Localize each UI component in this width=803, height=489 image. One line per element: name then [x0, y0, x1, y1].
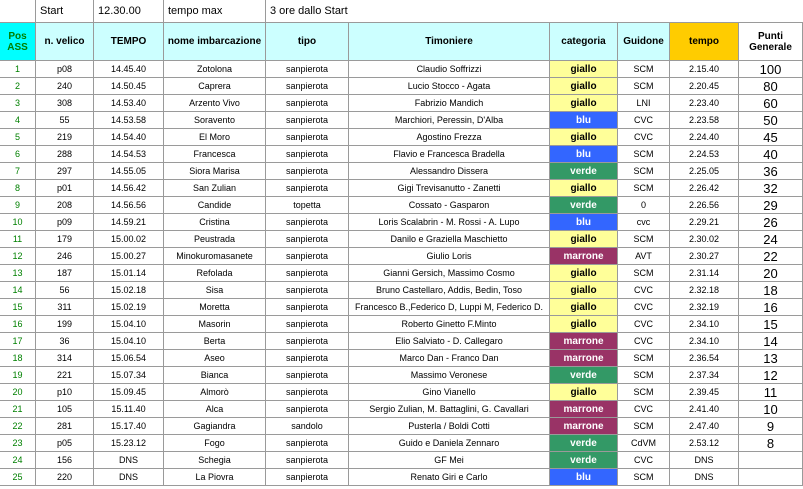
pos-cell[interactable]: 11	[0, 231, 36, 248]
boat-type-cell[interactable]: sanpierota	[266, 95, 349, 112]
club-cell[interactable]: CVC	[618, 299, 670, 316]
boat-type-cell[interactable]: sanpierota	[266, 61, 349, 78]
finish-time-cell[interactable]: 14.53.40	[94, 95, 164, 112]
boat-type-cell[interactable]: sandolo	[266, 418, 349, 435]
table-row	[0, 350, 803, 367]
elapsed-time-cell[interactable]: 2.26.56	[670, 197, 739, 214]
helmsman-cell[interactable]: Gianni Gersich, Massimo Cosmo	[349, 265, 550, 282]
start-info-row	[0, 0, 803, 23]
finish-time-cell[interactable]: 14.45.40	[94, 61, 164, 78]
category-cell[interactable]: giallo	[550, 129, 618, 146]
pos-cell[interactable]: 24	[0, 452, 36, 469]
helmsman-cell[interactable]: Pusterla / Boldi Cotti	[349, 418, 550, 435]
header-helmsman[interactable]: Timoniere	[349, 23, 550, 61]
club-cell[interactable]: cvc	[618, 214, 670, 231]
boat-type-cell[interactable]: sanpierota	[266, 333, 349, 350]
pos-cell[interactable]: 23	[0, 435, 36, 452]
boat-name-cell[interactable]: Sisa	[164, 282, 266, 299]
finish-time-cell[interactable]: 14.56.56	[94, 197, 164, 214]
boat-type-cell[interactable]: sanpierota	[266, 214, 349, 231]
elapsed-time-cell[interactable]: 2.32.18	[670, 282, 739, 299]
sail-number-cell[interactable]: 311	[36, 299, 94, 316]
pos-cell[interactable]: 5	[0, 129, 36, 146]
helmsman-cell[interactable]: Giulio Loris	[349, 248, 550, 265]
club-cell[interactable]: SCM	[618, 163, 670, 180]
finish-time-cell[interactable]: 15.01.14	[94, 265, 164, 282]
boat-type-cell[interactable]: sanpierota	[266, 112, 349, 129]
points-cell[interactable]	[739, 469, 803, 486]
points-cell[interactable]: 45	[739, 129, 803, 146]
points-cell[interactable]: 9	[739, 418, 803, 435]
table-row	[0, 401, 803, 418]
elapsed-time-cell[interactable]: 2.24.40	[670, 129, 739, 146]
helmsman-cell[interactable]: Roberto Ginetto F.Minto	[349, 316, 550, 333]
sail-number-cell[interactable]: 36	[36, 333, 94, 350]
elapsed-time-cell[interactable]: 2.34.10	[670, 333, 739, 350]
club-cell[interactable]: SCM	[618, 231, 670, 248]
boat-type-cell[interactable]: sanpierota	[266, 265, 349, 282]
sail-number-cell[interactable]: 308	[36, 95, 94, 112]
table-row	[0, 282, 803, 299]
points-cell[interactable]: 40	[739, 146, 803, 163]
pos-cell[interactable]: 21	[0, 401, 36, 418]
category-cell[interactable]: giallo	[550, 316, 618, 333]
helmsman-cell[interactable]: Elio Salviato - D. Callegaro	[349, 333, 550, 350]
sail-number-cell[interactable]: 288	[36, 146, 94, 163]
pos-cell[interactable]: 4	[0, 112, 36, 129]
header-elapsed-time[interactable]: tempo	[670, 23, 739, 61]
category-cell[interactable]: giallo	[550, 61, 618, 78]
elapsed-time-cell[interactable]: 2.30.27	[670, 248, 739, 265]
club-cell[interactable]: CVC	[618, 333, 670, 350]
elapsed-time-cell[interactable]: 2.36.54	[670, 350, 739, 367]
boat-name-cell[interactable]: Francesca	[164, 146, 266, 163]
elapsed-time-cell[interactable]: 2.23.40	[670, 95, 739, 112]
finish-time-cell[interactable]: 14.56.42	[94, 180, 164, 197]
boat-name-cell[interactable]: Minokuromasanete	[164, 248, 266, 265]
boat-type-cell[interactable]: sanpierota	[266, 248, 349, 265]
pos-cell[interactable]: 6	[0, 146, 36, 163]
sail-number-cell[interactable]: 297	[36, 163, 94, 180]
pos-cell[interactable]: 18	[0, 350, 36, 367]
boat-type-cell[interactable]: sanpierota	[266, 367, 349, 384]
pos-cell[interactable]: 25	[0, 469, 36, 486]
header-boat-type[interactable]: tipo	[266, 23, 349, 61]
boat-name-cell[interactable]: Candide	[164, 197, 266, 214]
sail-number-cell[interactable]: 187	[36, 265, 94, 282]
finish-time-cell[interactable]: 14.54.53	[94, 146, 164, 163]
header-boat-name[interactable]: nome imbarcazione	[164, 23, 266, 61]
boat-type-cell[interactable]: sanpierota	[266, 163, 349, 180]
table-row	[0, 316, 803, 333]
points-cell[interactable]: 14	[739, 333, 803, 350]
boat-type-cell[interactable]: sanpierota	[266, 401, 349, 418]
elapsed-time-cell[interactable]: 2.32.19	[670, 299, 739, 316]
finish-time-cell[interactable]: 15.04.10	[94, 333, 164, 350]
category-cell[interactable]: verde	[550, 197, 618, 214]
boat-name-cell[interactable]: Masorin	[164, 316, 266, 333]
boat-name-cell[interactable]: Cristina	[164, 214, 266, 231]
elapsed-time-cell[interactable]: 2.20.45	[670, 78, 739, 95]
category-cell[interactable]: giallo	[550, 282, 618, 299]
pos-cell[interactable]: 22	[0, 418, 36, 435]
helmsman-cell[interactable]: Loris Scalabrin - M. Rossi - A. Lupo	[349, 214, 550, 231]
pos-cell[interactable]: 16	[0, 316, 36, 333]
pos-cell[interactable]: 14	[0, 282, 36, 299]
sail-number-cell[interactable]: 219	[36, 129, 94, 146]
elapsed-time-cell[interactable]: 2.41.40	[670, 401, 739, 418]
elapsed-time-cell[interactable]: 2.53.12	[670, 435, 739, 452]
boat-name-cell[interactable]: Alca	[164, 401, 266, 418]
points-cell[interactable]: 13	[739, 350, 803, 367]
points-cell[interactable]: 12	[739, 367, 803, 384]
finish-time-cell[interactable]: 15.00.27	[94, 248, 164, 265]
category-cell[interactable]: giallo	[550, 231, 618, 248]
table-row	[0, 299, 803, 316]
category-cell[interactable]: blu	[550, 112, 618, 129]
finish-time-cell[interactable]: 15.23.12	[94, 435, 164, 452]
helmsman-cell[interactable]: Cossato - Gasparon	[349, 197, 550, 214]
points-cell[interactable]: 26	[739, 214, 803, 231]
helmsman-cell[interactable]: Gigi Trevisanutto - Zanetti	[349, 180, 550, 197]
finish-time-cell[interactable]: 14.59.21	[94, 214, 164, 231]
sail-number-cell[interactable]: p01	[36, 180, 94, 197]
elapsed-time-cell[interactable]: DNS	[670, 469, 739, 486]
helmsman-cell[interactable]: Guido e Daniela Zennaro	[349, 435, 550, 452]
boat-type-cell[interactable]: sanpierota	[266, 452, 349, 469]
points-cell[interactable]: 29	[739, 197, 803, 214]
finish-time-cell[interactable]: 15.17.40	[94, 418, 164, 435]
points-cell[interactable]: 80	[739, 78, 803, 95]
points-cell[interactable]: 36	[739, 163, 803, 180]
elapsed-time-cell[interactable]: 2.34.10	[670, 316, 739, 333]
club-cell[interactable]: SCM	[618, 61, 670, 78]
category-cell[interactable]: marrone	[550, 350, 618, 367]
header-points[interactable]: Punti Generale	[739, 23, 803, 61]
points-cell[interactable]: 16	[739, 299, 803, 316]
elapsed-time-cell[interactable]: 2.31.14	[670, 265, 739, 282]
blank-cell[interactable]	[550, 0, 803, 23]
boat-name-cell[interactable]: Schegia	[164, 452, 266, 469]
boat-name-cell[interactable]: El Moro	[164, 129, 266, 146]
points-cell[interactable]: 60	[739, 95, 803, 112]
points-cell[interactable]: 22	[739, 248, 803, 265]
header-pos[interactable]: Pos ASS	[0, 23, 36, 61]
table-row	[0, 248, 803, 265]
boat-name-cell[interactable]: Soravento	[164, 112, 266, 129]
sail-number-cell[interactable]: 281	[36, 418, 94, 435]
points-cell[interactable]: 15	[739, 316, 803, 333]
points-cell[interactable]: 24	[739, 231, 803, 248]
elapsed-time-cell[interactable]: 2.24.53	[670, 146, 739, 163]
club-cell[interactable]: CVC	[618, 282, 670, 299]
club-cell[interactable]: CVC	[618, 401, 670, 418]
finish-time-cell[interactable]: 15.00.02	[94, 231, 164, 248]
pos-cell[interactable]: 10	[0, 214, 36, 231]
elapsed-time-cell[interactable]: 2.37.34	[670, 367, 739, 384]
finish-time-cell[interactable]: 15.04.10	[94, 316, 164, 333]
finish-time-cell[interactable]: 14.55.05	[94, 163, 164, 180]
boat-type-cell[interactable]: sanpierota	[266, 146, 349, 163]
club-cell[interactable]: SCM	[618, 78, 670, 95]
elapsed-time-cell[interactable]: 2.25.05	[670, 163, 739, 180]
header-sail-number[interactable]: n. velico	[36, 23, 94, 61]
table-row	[0, 469, 803, 486]
elapsed-time-cell[interactable]: 2.26.42	[670, 180, 739, 197]
pos-cell[interactable]: 1	[0, 61, 36, 78]
sail-number-cell[interactable]: p08	[36, 61, 94, 78]
finish-time-cell[interactable]: 15.09.45	[94, 384, 164, 401]
finish-time-cell[interactable]: 14.50.45	[94, 78, 164, 95]
header-finish-time[interactable]: TEMPO	[94, 23, 164, 61]
elapsed-time-cell[interactable]: 2.23.58	[670, 112, 739, 129]
category-cell[interactable]: marrone	[550, 401, 618, 418]
helmsman-cell[interactable]: Flavio e Francesca Bradella	[349, 146, 550, 163]
helmsman-cell[interactable]: Danilo e Graziella Maschietto	[349, 231, 550, 248]
sail-number-cell[interactable]: 314	[36, 350, 94, 367]
category-cell[interactable]: giallo	[550, 384, 618, 401]
header-club[interactable]: Guidone	[618, 23, 670, 61]
pos-cell[interactable]: 7	[0, 163, 36, 180]
category-cell[interactable]: giallo	[550, 95, 618, 112]
table-row	[0, 384, 803, 401]
sail-number-cell[interactable]: p10	[36, 384, 94, 401]
boat-type-cell[interactable]: sanpierota	[266, 350, 349, 367]
elapsed-time-cell[interactable]: 2.47.40	[670, 418, 739, 435]
category-cell[interactable]: blu	[550, 214, 618, 231]
helmsman-cell[interactable]: Lucio Stocco - Agata	[349, 78, 550, 95]
points-cell[interactable]: 8	[739, 435, 803, 452]
category-cell[interactable]: giallo	[550, 299, 618, 316]
club-cell[interactable]: SCM	[618, 367, 670, 384]
table-row	[0, 95, 803, 112]
boat-name-cell[interactable]: Refolada	[164, 265, 266, 282]
boat-name-cell[interactable]: Caprera	[164, 78, 266, 95]
helmsman-cell[interactable]: Francesco B.,Federico D, Luppi M, Federico D.	[349, 299, 550, 316]
pos-cell[interactable]: 3	[0, 95, 36, 112]
helmsman-cell[interactable]: GF Mei	[349, 452, 550, 469]
category-cell[interactable]: verde	[550, 435, 618, 452]
club-cell[interactable]: AVT	[618, 248, 670, 265]
pos-cell[interactable]: 2	[0, 78, 36, 95]
boat-type-cell[interactable]: sanpierota	[266, 282, 349, 299]
points-cell[interactable]: 20	[739, 265, 803, 282]
category-cell[interactable]: verde	[550, 367, 618, 384]
table-row	[0, 265, 803, 282]
sail-number-cell[interactable]: 105	[36, 401, 94, 418]
table-row	[0, 61, 803, 78]
sail-number-cell[interactable]: 221	[36, 367, 94, 384]
category-cell[interactable]: verde	[550, 163, 618, 180]
boat-type-cell[interactable]: sanpierota	[266, 469, 349, 486]
sail-number-cell[interactable]: 156	[36, 452, 94, 469]
club-cell[interactable]: LNI	[618, 95, 670, 112]
sail-number-cell[interactable]: 199	[36, 316, 94, 333]
column-header-row	[0, 23, 803, 61]
category-cell[interactable]: blu	[550, 469, 618, 486]
table-row	[0, 435, 803, 452]
table-row	[0, 333, 803, 350]
helmsman-cell[interactable]: Renato Giri e Carlo	[349, 469, 550, 486]
pos-cell[interactable]: 15	[0, 299, 36, 316]
finish-time-cell[interactable]: DNS	[94, 452, 164, 469]
sail-number-cell[interactable]: 179	[36, 231, 94, 248]
boat-name-cell[interactable]: La Piovra	[164, 469, 266, 486]
club-cell[interactable]: SCM	[618, 180, 670, 197]
sail-number-cell[interactable]: 208	[36, 197, 94, 214]
helmsman-cell[interactable]: Agostino Frezza	[349, 129, 550, 146]
finish-time-cell[interactable]: 14.54.40	[94, 129, 164, 146]
helmsman-cell[interactable]: Alessandro Dissera	[349, 163, 550, 180]
pos-cell[interactable]: 9	[0, 197, 36, 214]
boat-name-cell[interactable]: Arzento Vivo	[164, 95, 266, 112]
elapsed-time-cell[interactable]: 2.30.02	[670, 231, 739, 248]
sail-number-cell[interactable]: 55	[36, 112, 94, 129]
boat-name-cell[interactable]: Siora Marisa	[164, 163, 266, 180]
category-cell[interactable]: giallo	[550, 78, 618, 95]
category-cell[interactable]: giallo	[550, 180, 618, 197]
points-cell[interactable]: 11	[739, 384, 803, 401]
helmsman-cell[interactable]: Marco Dan - Franco Dan	[349, 350, 550, 367]
club-cell[interactable]: SCM	[618, 146, 670, 163]
category-cell[interactable]: verde	[550, 452, 618, 469]
points-cell[interactable]: 18	[739, 282, 803, 299]
table-row	[0, 163, 803, 180]
points-cell[interactable]: 100	[739, 61, 803, 78]
sail-number-cell[interactable]: 240	[36, 78, 94, 95]
elapsed-time-cell[interactable]: DNS	[670, 452, 739, 469]
boat-name-cell[interactable]: Gagiandra	[164, 418, 266, 435]
elapsed-time-cell[interactable]: 2.29.21	[670, 214, 739, 231]
helmsman-cell[interactable]: Bruno Castellaro, Addis, Bedin, Toso	[349, 282, 550, 299]
boat-name-cell[interactable]: Berta	[164, 333, 266, 350]
boat-name-cell[interactable]: Bianca	[164, 367, 266, 384]
table-row	[0, 78, 803, 95]
points-cell[interactable]: 50	[739, 112, 803, 129]
helmsman-cell[interactable]: Marchiori, Peressin, D'Alba	[349, 112, 550, 129]
table-row	[0, 231, 803, 248]
boat-name-cell[interactable]: Aseo	[164, 350, 266, 367]
boat-name-cell[interactable]: San Zulian	[164, 180, 266, 197]
club-cell[interactable]: 0	[618, 197, 670, 214]
table-row	[0, 146, 803, 163]
category-cell[interactable]: blu	[550, 146, 618, 163]
table-row	[0, 197, 803, 214]
boat-type-cell[interactable]: topetta	[266, 197, 349, 214]
table-row	[0, 129, 803, 146]
finish-time-cell[interactable]: 14.53.58	[94, 112, 164, 129]
pos-cell[interactable]: 19	[0, 367, 36, 384]
finish-time-cell[interactable]: 15.07.34	[94, 367, 164, 384]
sail-number-cell[interactable]: 220	[36, 469, 94, 486]
elapsed-time-cell[interactable]: 2.39.45	[670, 384, 739, 401]
finish-time-cell[interactable]: DNS	[94, 469, 164, 486]
club-cell[interactable]: CVC	[618, 316, 670, 333]
table-row	[0, 367, 803, 384]
boat-name-cell[interactable]: Peustrada	[164, 231, 266, 248]
finish-time-cell[interactable]: 15.11.40	[94, 401, 164, 418]
sail-number-cell[interactable]: p05	[36, 435, 94, 452]
boat-name-cell[interactable]: Fogo	[164, 435, 266, 452]
finish-time-cell[interactable]: 15.02.19	[94, 299, 164, 316]
boat-type-cell[interactable]: sanpierota	[266, 129, 349, 146]
category-cell[interactable]: marrone	[550, 418, 618, 435]
category-cell[interactable]: marrone	[550, 333, 618, 350]
boat-type-cell[interactable]: sanpierota	[266, 435, 349, 452]
boat-type-cell[interactable]: sanpierota	[266, 316, 349, 333]
club-cell[interactable]: CVC	[618, 112, 670, 129]
blank-cell[interactable]	[0, 0, 36, 23]
table-row	[0, 180, 803, 197]
start-time[interactable]: 12.30.00	[94, 0, 164, 23]
start-label[interactable]: Start	[36, 0, 94, 23]
boat-name-cell[interactable]: Almorò	[164, 384, 266, 401]
finish-time-cell[interactable]: 15.02.18	[94, 282, 164, 299]
finish-time-cell[interactable]: 15.06.54	[94, 350, 164, 367]
boat-name-cell[interactable]: Moretta	[164, 299, 266, 316]
tempo-max-value[interactable]: 3 ore dallo Start	[266, 0, 550, 23]
pos-cell[interactable]: 12	[0, 248, 36, 265]
helmsman-cell[interactable]: Massimo Veronese	[349, 367, 550, 384]
points-cell[interactable]: 10	[739, 401, 803, 418]
category-cell[interactable]: marrone	[550, 248, 618, 265]
club-cell[interactable]: SCM	[618, 350, 670, 367]
pos-cell[interactable]: 17	[0, 333, 36, 350]
boat-type-cell[interactable]: sanpierota	[266, 299, 349, 316]
boat-type-cell[interactable]: sanpierota	[266, 180, 349, 197]
table-row	[0, 418, 803, 435]
table-row	[0, 214, 803, 231]
elapsed-time-cell[interactable]: 2.15.40	[670, 61, 739, 78]
club-cell[interactable]: CVC	[618, 129, 670, 146]
table-row	[0, 112, 803, 129]
boat-type-cell[interactable]: sanpierota	[266, 384, 349, 401]
sail-number-cell[interactable]: 56	[36, 282, 94, 299]
pos-cell[interactable]: 8	[0, 180, 36, 197]
club-cell[interactable]: CVC	[618, 452, 670, 469]
pos-cell[interactable]: 20	[0, 384, 36, 401]
sail-number-cell[interactable]: p09	[36, 214, 94, 231]
tempo-max-label[interactable]: tempo max	[164, 0, 266, 23]
points-cell[interactable]: 32	[739, 180, 803, 197]
club-cell[interactable]: SCM	[618, 418, 670, 435]
club-cell[interactable]: CdVM	[618, 435, 670, 452]
table-row	[0, 452, 803, 469]
helmsman-cell[interactable]: Sergio Zulian, M. Battaglini, G. Cavallari	[349, 401, 550, 418]
helmsman-cell[interactable]: Gino Vianello	[349, 384, 550, 401]
category-cell[interactable]: giallo	[550, 265, 618, 282]
boat-type-cell[interactable]: sanpierota	[266, 78, 349, 95]
club-cell[interactable]: SCM	[618, 384, 670, 401]
helmsman-cell[interactable]: Fabrizio Mandich	[349, 95, 550, 112]
boat-name-cell[interactable]: Zotolona	[164, 61, 266, 78]
club-cell[interactable]: SCM	[618, 265, 670, 282]
boat-type-cell[interactable]: sanpierota	[266, 231, 349, 248]
club-cell[interactable]: SCM	[618, 469, 670, 486]
points-cell[interactable]	[739, 452, 803, 469]
sail-number-cell[interactable]: 246	[36, 248, 94, 265]
helmsman-cell[interactable]: Claudio Soffrizzi	[349, 61, 550, 78]
pos-cell[interactable]: 13	[0, 265, 36, 282]
header-category[interactable]: categoria	[550, 23, 618, 61]
